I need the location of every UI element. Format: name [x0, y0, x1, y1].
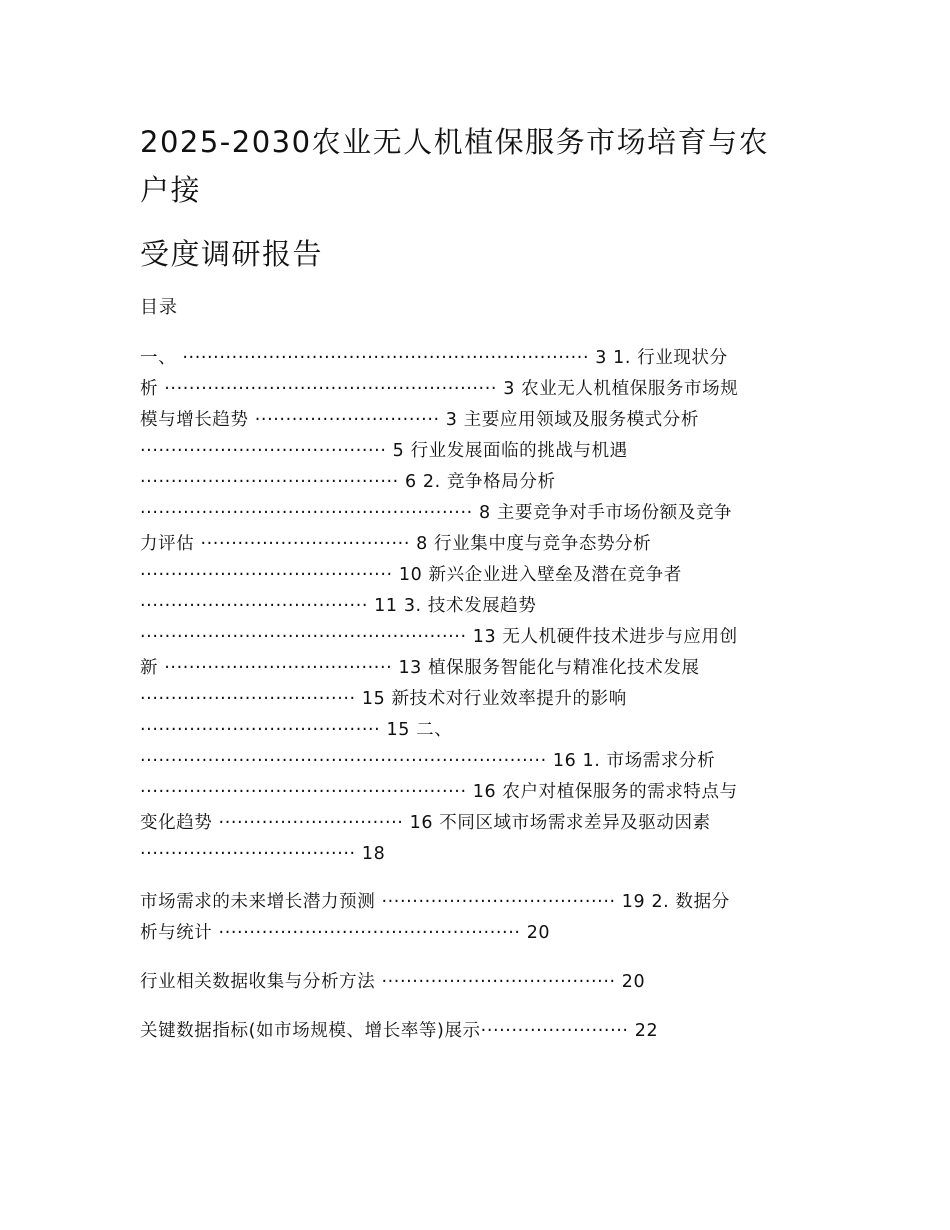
toc-line: ······················································ 8 主要竞争对手市场份额及竞争: [140, 503, 733, 523]
toc-line: ········································· 10 新兴企业进入壁垒及潜在竞争者: [140, 565, 682, 585]
toc-line: 行业相关数据收集与分析方法 ······································ 20: [140, 972, 646, 992]
toc-line: ····················································· 16 农户对植保服务的需求特点与: [140, 782, 738, 802]
toc-line: 力评估 ·································· 8 行业集中度与竞争态势分析: [140, 534, 652, 554]
toc-line: 一、 ·································································· 3 1. 行业现状分: [140, 348, 728, 368]
toc-line: ··································· 15 新技术对行业效率提升的影响: [140, 689, 627, 709]
toc-line: 新 ····································· 13 植保服务智能化与精准化技术发展: [140, 658, 700, 678]
toc-line: 析与统计 ················································· 20: [140, 923, 551, 943]
toc-line: ····················································· 13 无人机硬件技术进步与应用创: [140, 627, 738, 647]
document-title-line-1: 2025-2030农业无人机植保服务市场培育与农: [140, 125, 770, 159]
toc-line: ··································· 18: [140, 844, 386, 864]
toc-line: ······································· 15 二、: [140, 720, 453, 740]
toc-line: ····································· 11 3. 技术发展趋势: [140, 596, 537, 616]
toc-line: ·········································· 6 2. 竞争格局分析: [140, 472, 556, 492]
document-title-line-3: 受度调研报告: [140, 237, 324, 271]
toc-heading: 目录: [140, 297, 178, 318]
toc-line: 市场需求的未来增长潜力预测 ······································ 19 2. 数据分: [140, 892, 730, 912]
toc-line: 变化趋势 ······························ 16 不同区域市场需求差异及驱动因素: [140, 813, 711, 833]
toc-line: ·································································· 16 1. 市场需求分析: [140, 751, 716, 771]
toc-line: 关键数据指标(如市场规模、增长率等)展示························ 22: [140, 1021, 659, 1041]
toc-line: 析 ······················································ 3 农业无人机植保服务市场规: [140, 379, 739, 399]
toc-line: ········································ 5 行业发展面临的挑战与机遇: [140, 441, 628, 461]
document-title-line-2: 户接: [140, 173, 202, 207]
toc-line: 模与增长趋势 ······························ 3 主要应用领域及服务模式分析: [140, 410, 700, 430]
